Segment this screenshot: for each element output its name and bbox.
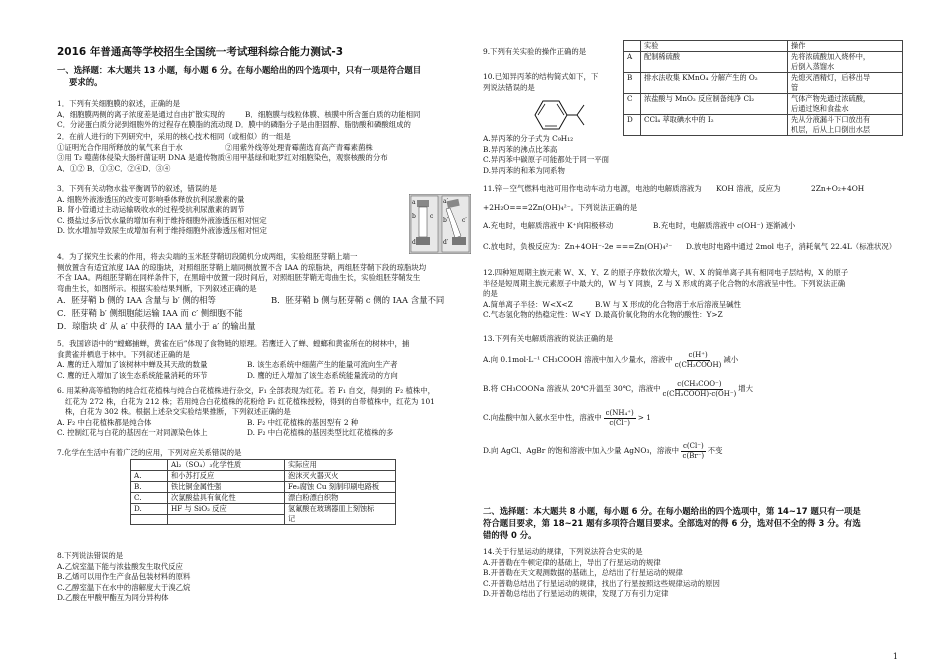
q9-operation-line: 先从分液漏斗下口放出有 [791, 115, 871, 124]
q7-table-header [131, 459, 396, 470]
q14-option-a: A.开普勒在牛顿定律的基础上，导出了行星运动的规律 [483, 557, 661, 567]
q13-stem: 13.下列有关电解质溶液的说法正确的是 [483, 334, 614, 343]
q7-cell: 漂白粉漂白织物 [285, 492, 396, 503]
q9-cell: CCl₄ 萃取碘水中的 I₂ [641, 115, 788, 136]
question-13 [483, 334, 753, 461]
q9-header-cell: 操作 [788, 41, 903, 52]
q10-line2: 列说法错误的是 [483, 82, 535, 92]
q1-option-b: B．细胞膜与线粒体膜、核膜中所含蛋白质的功能相同 [245, 109, 421, 119]
q13-d-fraction [681, 442, 706, 461]
question-4 [57, 252, 444, 333]
q13-option-d [483, 442, 753, 461]
q4-option-a: A．胚芽鞘 b 侧的 IAA 含量与 b′ 侧的相等 [57, 295, 216, 306]
table-row [624, 73, 903, 94]
question-11 [483, 184, 896, 252]
q13-c-result: > 1 [637, 412, 651, 422]
question-8 [57, 551, 190, 604]
q7-cell: A. [131, 470, 168, 481]
question-7 [57, 448, 396, 525]
q11-line1b: KOH 溶液，反应为 [716, 184, 781, 193]
table-row [131, 492, 396, 503]
fig-label-d: d [412, 239, 416, 246]
q14-stem: 14.关于行星运动的规律，下列说法符合史实的是 [483, 547, 643, 556]
q4-line2: 侧放置含有适宜浓度 IAA 的琼脂块，对照组胚芽鞘上端同侧放置不含 IAA 的琼脂块，两组胚芽鞘下段的琼脂块均 [57, 262, 427, 272]
q9-cell [788, 52, 903, 73]
q14-option-b: B.开普勒在天文观测数据的基础上，总结出了行星运动的规律 [483, 568, 683, 578]
q9-header-cell: 实验 [641, 41, 788, 52]
q13-a-result: 减小 [723, 354, 739, 364]
q5-option-a: A. 鹰的迁入增加了该树林中蝉及其天敌的数量 [57, 360, 208, 370]
q9-cell: 配制稀硫酸 [641, 52, 788, 73]
q6-line1: 6. 用某种高等植物的纯合红花植株与纯合白花植株进行杂交，F₁ 全部表现为红花。若 F₁ 自交，得到的 F₂ 植株中， [57, 386, 436, 395]
q8-option-c: C.乙醇室温下在水中的溶解度大于溴乙烷 [57, 582, 191, 592]
q9-stem: 9.下列有关实验的操作正确的是 [483, 47, 587, 56]
q9-operation-line: 先将浓硫酸加入烧杯中， [791, 52, 871, 61]
q7-cell: D. [131, 503, 168, 514]
table-row [131, 514, 396, 525]
section2-line3: 错的得 0 分。 [483, 530, 537, 540]
q6-line2: 红花为 272 株，白花为 212 株；若用纯合白花植株的花粉给 F₁ 红花植株授粉，得到的自带植株中，红花为 101 [65, 396, 435, 406]
q7-cell: C. [131, 492, 168, 503]
q2-item-1: ①证明光合作用所释放的氧气来自于水 [57, 142, 183, 152]
q12-line1: 12.四种短周期主族元素 W、X、Y、Z 的原子序数依次增大，W、X 的简单离子具有相同电子层结构，X 的原子 [483, 268, 849, 277]
q4-option-b: B．胚芽鞘 b 侧与胚芽鞘 c 侧的 IAA 含量不同 [271, 295, 445, 306]
q11-line1a: 11.锌－空气燃料电池可用作电动车动力电源，电池的电解质溶液为 [483, 184, 702, 193]
question-1 [57, 99, 420, 131]
q12-option-d: D.最高价氧化物的水化物的酸性：Y>Z [595, 310, 723, 320]
coleoptile-figure [409, 194, 471, 254]
table-row [624, 52, 903, 73]
q12-option-a: A.简单离子半径：W<X<Z [483, 299, 573, 309]
q13-c-numerator: c(NH₄⁺) [605, 408, 634, 417]
q14-option-c: C.开普勒总结出了行星运动的规律，找出了行星按照这些规律运动的原因 [483, 578, 720, 588]
q11-option-b: B.充电时，电解质溶液中 c(OH⁻) 逐渐减小 [653, 221, 796, 231]
q12-line3: 的是 [483, 289, 498, 299]
q7-header-cell: Al₂（SO₄）₃化学性质 [168, 459, 285, 470]
q6-option-a: A. F₂ 中白花植株都是纯合体 [57, 417, 152, 427]
q11-option-d: D.放电时电路中通过 2mol 电子，消耗氧气 22.4L（标准状况） [686, 241, 897, 251]
q3-option-d: D. 饮水增加导致尿生成增加有利于维持细胞外液渗透压相对恒定 [57, 226, 267, 236]
q4-line3: 不含 IAA。两组胚芽鞘在同样条件下，在黑暗中放置一段时间后，对照组胚芽鞘无弯曲生长，实验组胚芽鞘发生 [57, 273, 421, 283]
q9-cell [788, 115, 903, 136]
q13-option-c [483, 409, 753, 428]
isopropylbenzene-structure [523, 95, 593, 135]
q13-option-a [483, 351, 753, 370]
q13-d-text: D.向 AgCl、AgBr 的饱和溶液中加入少量 AgNO₃，溶液中 [483, 445, 679, 455]
table-row [131, 481, 396, 492]
q6-option-d: D. F₂ 中白花植株的基因类型比红花植株的多 [247, 428, 394, 438]
q13-b-text: B.将 CH₃COONa 溶液从 20℃升温至 30℃，溶液中 [483, 383, 661, 393]
q7-cell: 次氯酸盐具有氧化性 [168, 492, 285, 503]
fig-label-b-prime: b′ [443, 217, 449, 224]
q2-stem: 2．在前人进行的下列研究中，采用的核心技术相同（或相似）的一组是 [57, 132, 291, 141]
q10-option-c: C.异丙苯中碳原子可能都处于同一平面 [483, 155, 609, 165]
question-12 [483, 268, 848, 321]
section1-line1: 一、选择题：本大题共 13 小题，每小题 6 分。在每小题给出的四个选项中，只有一项是符合题目 [57, 65, 422, 75]
q9-cell: 排水法收集 KMnO₄ 分解产生的 O₂ [641, 73, 788, 94]
q9-table-header [624, 41, 903, 52]
q7-cell: 泡沫灭火器灭火 [285, 470, 396, 481]
fig-label-c-prime: c′ [462, 217, 467, 224]
q2-options: A．①② B．①③C．②④D．③④ [57, 163, 171, 173]
q3-option-b: B. 肾小管通过主动运输吸收水的过程受抗利尿激素的调节 [57, 205, 245, 215]
question-6 [57, 386, 435, 439]
q4-line4: 弯曲生长，如图所示。根据实验结果判断，下列叙述正确的是 [57, 283, 257, 293]
q9-cell: D [624, 115, 641, 136]
q9-cell: C [624, 94, 641, 115]
question-10-options [483, 134, 609, 176]
q6-line3: 株，白花为 302 株。根据上述杂交实验结果推断，下列叙述正确的是 [65, 407, 291, 417]
q6-option-c: C. 控制红花与白花的基因在一对同源染色体上 [57, 428, 208, 438]
q1-option-c: C．分泌蛋白质分泌到细胞外的过程存在膜脂的流动现 D．膜中的磷脂分子是由胆固醇、脂肪酸和磷酸组成的 [57, 120, 411, 130]
question-3 [57, 184, 267, 237]
q7-header-cell [131, 459, 168, 470]
q9-cell: 浓盐酸与 MnO₂ 反应制备纯净 Cl₂ [641, 94, 788, 115]
exam-title: 2016 年普通高等学校招生全国统一考试理科综合能力测试-3 [57, 46, 344, 58]
fig-label-a: a [412, 199, 416, 206]
table-row [624, 115, 903, 136]
q8-option-d: D.乙酸在甲酸甲酯互为同分异构体 [57, 593, 169, 603]
q3-stem: 3．下列有关动物水盐平衡调节的叙述，错误的是 [57, 184, 217, 193]
q5-line2: 食黄雀并栖息于林中。下列叙述正确的是 [57, 349, 191, 359]
table-row [624, 94, 903, 115]
q4-line1: 4．为了探究生长素的作用，将去尖端的玉米胚芽鞘切段随机分成两组，实验组胚芽鞘上端一 [57, 252, 358, 261]
table-row [131, 503, 396, 514]
q12-option-b: B.W 与 X 形成的化合物溶于水后溶液呈碱性 [595, 299, 741, 309]
q2-item-4: ④用甲基绿和吡罗红对细胞染色，观察核酸的分布 [225, 153, 388, 163]
fig-label-c: c [430, 213, 434, 220]
q9-operation-line: 管 [791, 83, 799, 92]
q13-c-denominator: c(Cl⁻) [609, 418, 630, 427]
q2-item-3: ③用 T₂ 噬菌体侵染大肠杆菌证明 DNA 是遗传物质 [57, 153, 226, 163]
q9-cell: B [624, 73, 641, 94]
fig-label-a-prime: a′ [443, 198, 448, 205]
q9-operation-line: 气体产物先通过浓硫酸， [791, 94, 871, 103]
fig-label-b: b [412, 213, 416, 220]
q7-cell: 和小苏打反应 [168, 470, 285, 481]
q11-line2: +2H₂O===2Zn(OH)₄²⁻。下列说法正确的是 [483, 202, 638, 212]
q13-b-denominator: c(CH₃COOH)·c(OH⁻) [662, 389, 737, 398]
question-2 [57, 132, 388, 174]
q9-operation-line: 后通过饱和食盐水 [791, 104, 849, 113]
q12-option-c: C.气态氢化物的热稳定性：W<Y [483, 310, 591, 320]
q9-header-cell [624, 41, 641, 52]
q5-option-b: B. 该生态系统中细菌产生的能量可流向生产者 [247, 360, 398, 370]
section1-line2: 要求的。 [69, 77, 103, 87]
q4-option-d: D．琼脂块 d′ 从 a′ 中获得的 IAA 量小于 a′ 的输出量 [57, 321, 256, 332]
q7-cell: Fe₂腐蚀 Cu 刻制印刷电路板 [285, 481, 396, 492]
q10-option-a: A.异丙苯的分子式为 C₉H₁₂ [483, 134, 574, 143]
q9-table [623, 40, 903, 136]
q10-option-b: B.异丙苯的沸点比苯高 [483, 144, 558, 154]
section1-heading [57, 64, 421, 88]
q13-d-result: 不变 [707, 445, 723, 455]
q6-option-b: B. F₂ 中红花植株的基因型有 2 种 [247, 417, 359, 427]
q13-b-fraction [663, 380, 737, 399]
q5-option-d: D. 鹰的迁入增加了该生态系统能量流动的方向 [247, 370, 398, 380]
q13-c-text: C.向盐酸中加入氨水至中性，溶液中 [483, 412, 602, 422]
q7-table [130, 459, 396, 526]
q11-option-c: C.放电时，负极反应为：Zn+4OH⁻-2e ===Zn(OH)₄²⁻ [483, 241, 673, 251]
q8-option-b: B.乙烯可以用作生产食品包装材料的原料 [57, 572, 191, 582]
q7-cell: 铁比铜金属性强 [168, 481, 285, 492]
q13-d-numerator: c(Cl⁻) [683, 441, 704, 450]
fig-label-d-prime: d′ [443, 239, 449, 246]
q12-line2: 半径是短周期主族元素原子中最大的，W 与 Y 同族，Z 与 X 形成的离子化合物的水溶液呈中性。下列说法正确 [483, 278, 846, 288]
q1-stem: 1．下列有关细胞膜的叙述，正确的是 [57, 99, 180, 108]
q10-line1: 10.已知异丙苯的结构简式如下，下 [483, 72, 599, 81]
q9-cell: A [624, 52, 641, 73]
q14-option-d: D.开普勒总结出了行星运动的规律，发现了万有引力定律 [483, 589, 669, 599]
q13-b-result: 增大 [738, 383, 754, 393]
q13-a-denominator: c(CH₃COOH) [674, 360, 722, 369]
section2-line1: 二、选择题：本大题共 8 小题，每小题 6 分。在每小题给出的四个选项中，第 14~17 题只有一项是 [483, 506, 861, 516]
q7-cell: HF 与 SiO₂ 反应 [168, 503, 285, 514]
q7-cell: 记 [285, 514, 396, 525]
q2-item-2: ②用紫外线等处理青霉菌选育高产青霉素菌株 [225, 142, 373, 152]
q3-option-c: C. 摄盐过多后饮水量的增加有利于维持细胞外液渗透压相对恒定 [57, 215, 267, 225]
q9-operation-line: 机层，后从上口倒出水层 [791, 125, 871, 134]
q9-operation-line: 先熄灭酒精灯，后移出导 [791, 73, 871, 82]
q13-a-numerator: c(H⁺) [688, 350, 708, 359]
q11-line1c: 2Zn+O₂+4OH [811, 184, 865, 193]
q9-cell [788, 94, 903, 115]
q10-option-d: D.异丙苯的和苯为同系物 [483, 165, 565, 175]
q13-c-fraction [604, 409, 636, 428]
q5-line1: 5．我国谚语中的“螳螂捕蝉，黄雀在后”体现了食物链的原理。若鹰迁入了蝉、螳螂和黄雀所在的树林中，捕 [57, 339, 410, 348]
q7-cell [168, 514, 285, 525]
q11-option-a: A.充电时，电解质溶液中 K⁺向阳极移动 [483, 221, 614, 231]
question-10 [483, 72, 598, 93]
q7-header-cell: 实际应用 [285, 459, 396, 470]
q13-a-fraction [675, 351, 722, 370]
q13-d-denominator: c(Br⁻) [682, 451, 705, 460]
q4-option-c: C．胚芽鞘 b′ 侧细胞能运输 IAA 而 c′ 侧细胞不能 [57, 308, 243, 319]
q5-option-c: C. 鹰的迁入增加了该生态系统能量消耗的环节 [57, 370, 208, 380]
q7-cell [131, 514, 168, 525]
q9-operation-line: 后倒入蒸馏水 [791, 62, 835, 71]
q7-cell: B. [131, 481, 168, 492]
q8-stem: 8.下列说法错误的是 [57, 551, 124, 560]
section2-heading [483, 505, 861, 541]
question-5 [57, 339, 409, 381]
q1-option-a: A．细胞膜两侧的离子浓度差是通过自由扩散实现的 [57, 109, 225, 119]
q7-cell: 氢氟酸在玻璃器皿上刻蚀标 [285, 503, 396, 514]
q13-a-text: A.向 0.1mol·L⁻¹ CH₃COOH 溶液中加入少量水，溶液中 [483, 354, 673, 364]
q13-b-numerator: c(CH₃COO⁻) [677, 379, 722, 388]
question-14 [483, 547, 720, 600]
q7-stem: 7.化学在生活中有着广泛的应用，下列对应关系错误的是 [57, 448, 242, 457]
q9-cell [788, 73, 903, 94]
q13-option-b [483, 380, 753, 399]
q3-option-a: A. 细胞外液渗透压的改变可影响垂体释放抗利尿激素的量 [57, 194, 245, 204]
q8-option-a: A.乙烷室温下能与浓盐酸发生取代反应 [57, 561, 183, 571]
section2-line2: 符合题目要求，第 18~21 题有多项符合题目要求。全部选对的得 6 分，选对但不全的得 3 分。有选 [483, 518, 861, 528]
table-row [131, 470, 396, 481]
page-number: 1 [892, 652, 898, 661]
